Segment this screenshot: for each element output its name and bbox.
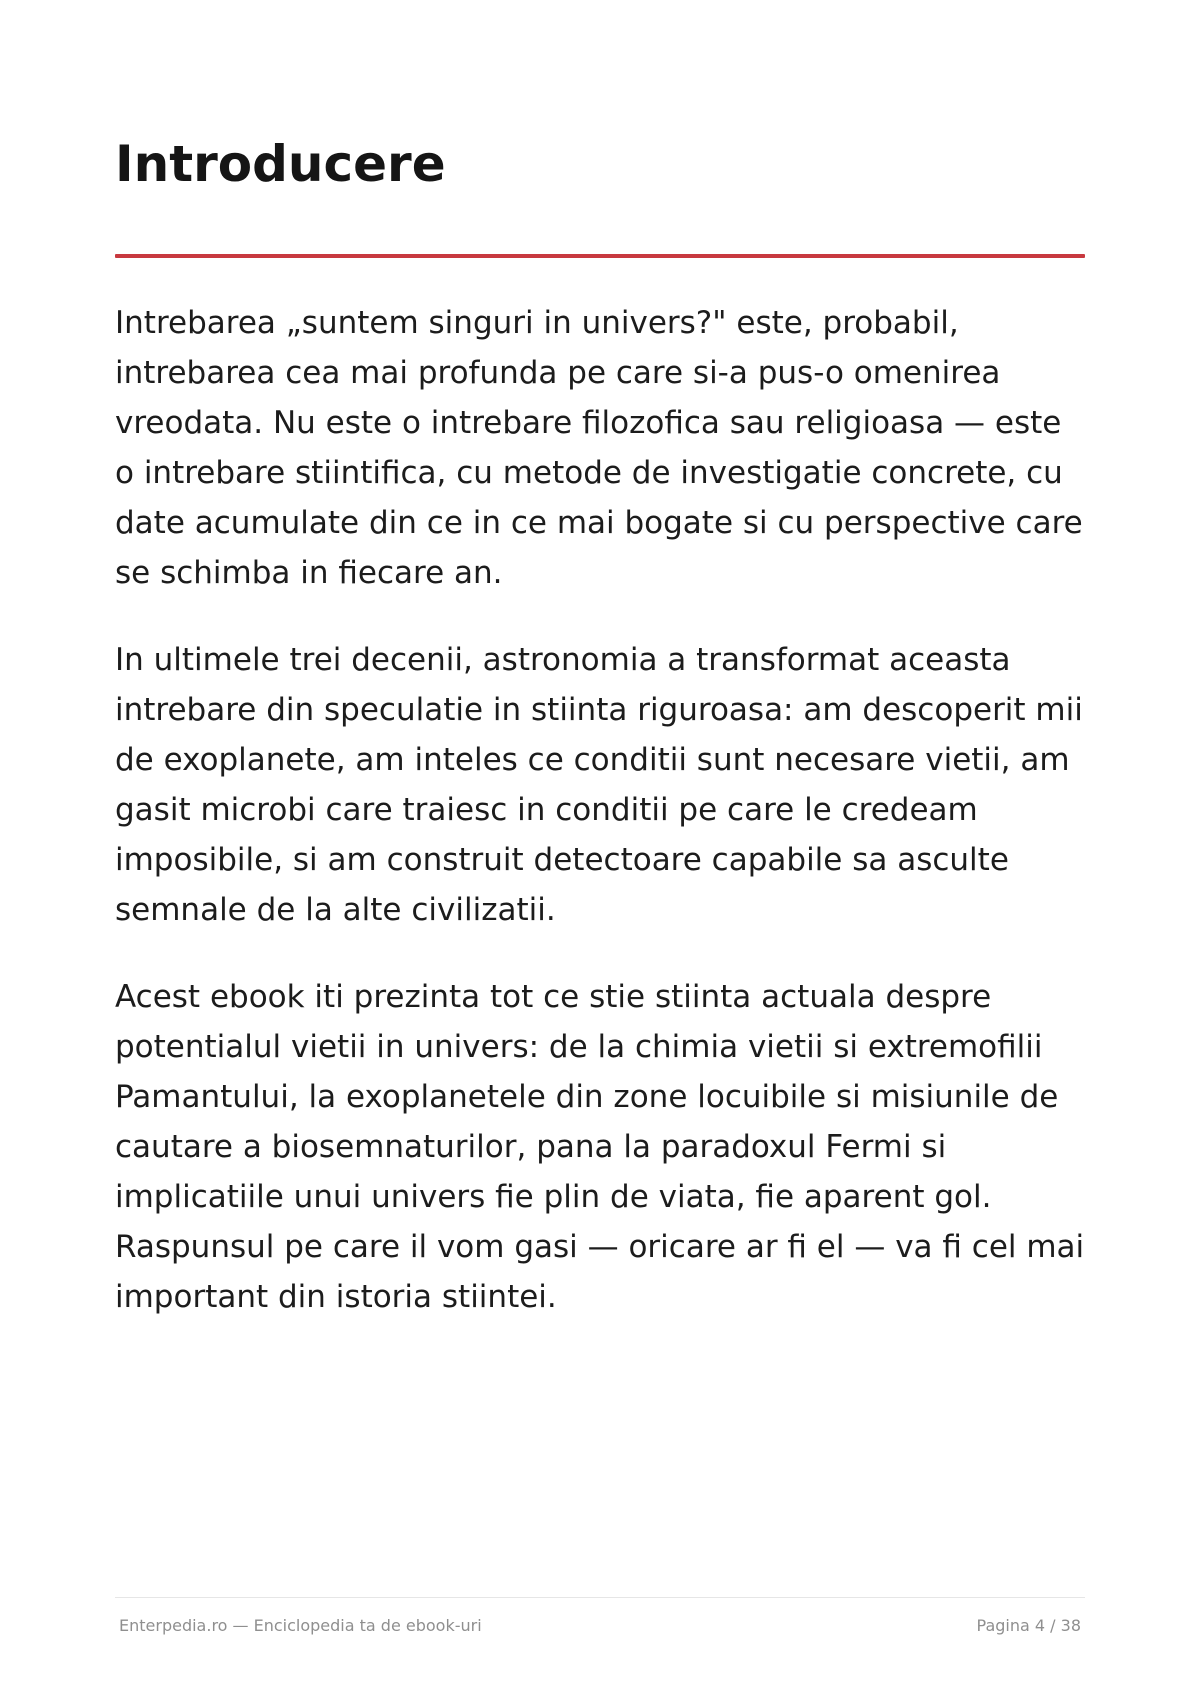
paragraph-3: Acest ebook iti prezinta tot ce stie stiinta actuala despre potentialul vietii in univers: de la chimia vietii si extremofilii Pamantului, la exoplanetele din zone locuibile si misiunile de cautare a biosemnaturilor, pana la paradoxul Fermi si implicatiile unui univers fie plin de viata, fie aparent gol. Raspunsul pe care il vom gasi — oricare ar fi el — va fi cel mai important din istoria stiintei. bbox=[115, 979, 1085, 1315]
page-title: Introducere bbox=[115, 135, 446, 193]
footer-page-number: Pagina 4 / 38 bbox=[976, 1616, 1081, 1635]
title-divider bbox=[115, 254, 1085, 258]
body-text bbox=[115, 298, 1085, 1322]
paragraph-1: Intrebarea „suntem singuri in univers?" este, probabil, intrebarea cea mai profunda pe care si-a pus-o omenirea vreodata. Nu este o intrebare filozofica sau religioasa — este o intrebare stiintifica, cu metode de investigatie concrete, cu date acumulate din ce in ce mai bogate si cu perspective care se schimba in fiecare an. bbox=[115, 305, 1083, 591]
paragraph-2: In ultimele trei decenii, astronomia a transformat aceasta intrebare din speculatie in stiinta riguroasa: am descoperit mii de exoplanete, am inteles ce conditii sunt necesare vietii, am gasit microbi care traiesc in conditii pe care le credeam imposibile, si am construit detectoare capabile sa asculte semnale de la alte civilizatii. bbox=[115, 642, 1083, 928]
footer-site-name: Enterpedia.ro — Enciclopedia ta de ebook-uri bbox=[119, 1616, 482, 1635]
page-footer bbox=[115, 1597, 1085, 1635]
page-content bbox=[115, 128, 1085, 1359]
